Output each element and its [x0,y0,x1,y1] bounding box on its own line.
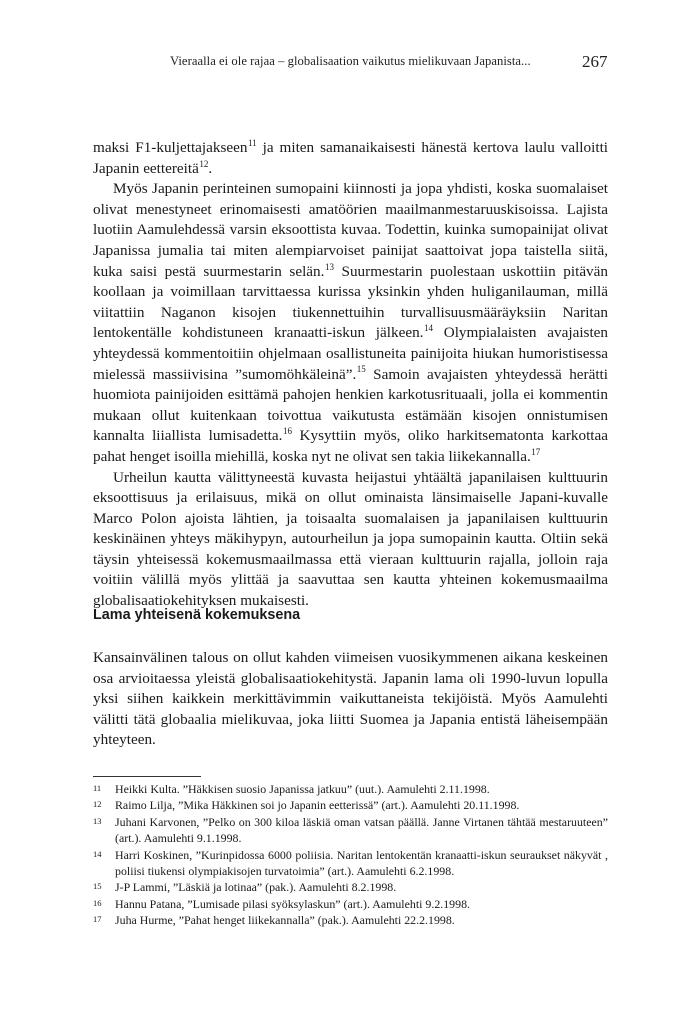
text-run: Olympialaisten avajaisten yhteydessä kommentoitiin ohjelmaan osallistuneita painijoita hiukan humoristisessa mielessä massiivisina ”sumomöhkäleinä”. [93,324,609,383]
text-run: Suurmestarin puolestaan uskottiin pitävän koollaan ja voimillaan tarvittaessa kurissa yksinkin yhden huliganilauman, millä viitattiin Naganon kisojen tiukennettuihin turvallisuusmääräyksiin Naritan lentokentälle kohdistuneen kranaatti-iskun jälkeen. [93,262,608,342]
footnote-ref-14[interactable]: 14 [423,323,433,334]
footnote-ref-15[interactable]: 15 [356,364,366,375]
running-header [0,52,700,74]
footnote-ref-13[interactable]: 13 [324,261,334,272]
footnote-text: Heikki Kulta. ”Häkkisen suosio Japanissa jatkuu” (uut.). Aamulehti 2.11.1998. [115,782,490,796]
footnote-text: Juha Hurme, ”Pahat henget liikekannalla” (pak.). Aamulehti 22.2.1998. [115,913,455,928]
footnote-number: 15 [93,881,102,892]
footnote-text: Juhani Karvonen, ”Pelko on 300 kiloa läskiä oman vatsan päällä. Janne Virtanen tähtää mestaruuteen” (art.). Aamulehti 9.1.1998. [115,814,608,846]
footnote-number: 17 [93,914,102,925]
footnote-13 [93,814,608,847]
footnote-16 [93,896,608,912]
paragraph-2 [93,179,608,467]
footnote-ref-11[interactable]: 11 [247,137,257,148]
page-number: 267 [582,52,608,71]
text-run: Samoin avajaisten yhteydessä herätti huomiota painijoiden esittämä pahojen henkien karkotusrituaali, jolla ei kommentin mukaan ollut kuitenkaan toivottua vaikutusta estämään kisojen onnistumisen kannalta liiallista lumisadetta. [93,365,608,445]
paragraph-1 [93,138,608,179]
main-text [93,138,608,612]
footnote-12 [93,797,608,813]
footnote-text: Raimo Lilja, ”Mika Häkkinen soi jo Japanin eetterissä” (art.). Aamulehti 20.11.1998. [115,798,520,813]
footnote-17 [93,912,608,928]
footnotes [93,781,608,929]
text-run: Kysyttiin myös, oliko harkitsematonta karkottaa pahat henget isoilla miehillä, koska nyt ne olivat sen takia liikekannalla. [93,427,609,465]
footnote-11 [93,781,608,797]
running-header-title: Vieraalla ei ole rajaa – globalisaation vaikutus mielikuvaan Japanista... [170,54,531,68]
section-paragraph-1: Kansainvälinen talous on ollut kahden viimeisen vuosikymmenen aikana keskeinen osa arvioitaessa yleistä globalisaatiokehitystä. Japanin lama oli 1990-luvun lopulla yksi siihen kaikkein merkittävimmin vaikuttaneista tekijöistä. Myös Aamulehti välitti tätä globaalia mielikuvaa, joka liitti Suomea ja Japania entistä läheisempään yhteyteen. [93,649,608,749]
footnote-divider [93,776,201,777]
text-run: . [208,159,213,177]
footnote-ref-17[interactable]: 17 [531,446,541,457]
section-heading: Lama yhteisenä kokemuksena [93,607,301,623]
footnote-14 [93,847,608,880]
footnote-number: 13 [93,815,102,826]
text-run: maksi F1-kuljettajakseen [93,139,248,156]
footnote-text: J-P Lammi, ”Läskiä ja lotinaa” (pak.). Aamulehti 8.2.1998. [115,880,397,895]
text-run: ja miten samanaikaisesti hänestä kertova laulu valloitti Japanin eettereitä [93,139,609,177]
footnote-number: 12 [93,799,102,810]
footnote-ref-16[interactable]: 16 [282,426,292,437]
footnote-number: 11 [93,783,102,793]
paragraph-3: Urheilun kautta välittyneestä kuvasta heijastui yhtäältä japanilaisen kulttuurin eksoottisuus ja erilaisuus, mikä on ollut ominaista länsimaiselle Japani-kuvalle Marco Polon ajoista lähtien, ja toisaalta suomalaisen ja japanilaisen kulttuurin keskinäinen yhteys mäkihypyn, autourheilun ja jopa sumopainin kautta. Oltiin sekä täysin yhteisessä kokemusmaailmassa että vieraan kulttuurin rajalla, jolloin raja voitiin välillä myös ylittää ja saavuttaa sen kautta yhteinen kokemusmaailma globalisaatiokehityksen mukaisesti. [93,468,608,610]
footnote-number: 16 [93,897,102,908]
footnote-number: 14 [93,848,102,859]
text-run: Myös Japanin perinteinen sumopaini kiinnosti ja jopa yhdisti, koska suomalaiset olivat menestyneet erinomaisesti amatöörien maailmanmestaruuskisoissa. Lajista luotiin Aamulehdessä varsin eksoottista kuvaa. Todettin, kuinka sumopainijat olivat Japanissa jumalia tai miten alempiarvoiset painijat saattoivat jopa taistella siitä, kuka saisi pestä suurmestarin selän. [93,180,608,280]
section-text [93,648,608,751]
footnote-15 [93,879,608,895]
footnote-text: Harri Koskinen, ”Kurinpidossa 6000 poliisia. Naritan lentokentän kranaatti-iskun seuraukset näkyvät , poliisi tiukensi olympiakisojen turvatoimia” (art.). Aamulehti 6.2.1998. [115,847,608,879]
footnote-text: Hannu Patana, ”Lumisade pilasi syöksylaskun” (art.). Aamulehti 9.2.1998. [115,896,470,911]
footnote-ref-12[interactable]: 12 [199,158,209,169]
